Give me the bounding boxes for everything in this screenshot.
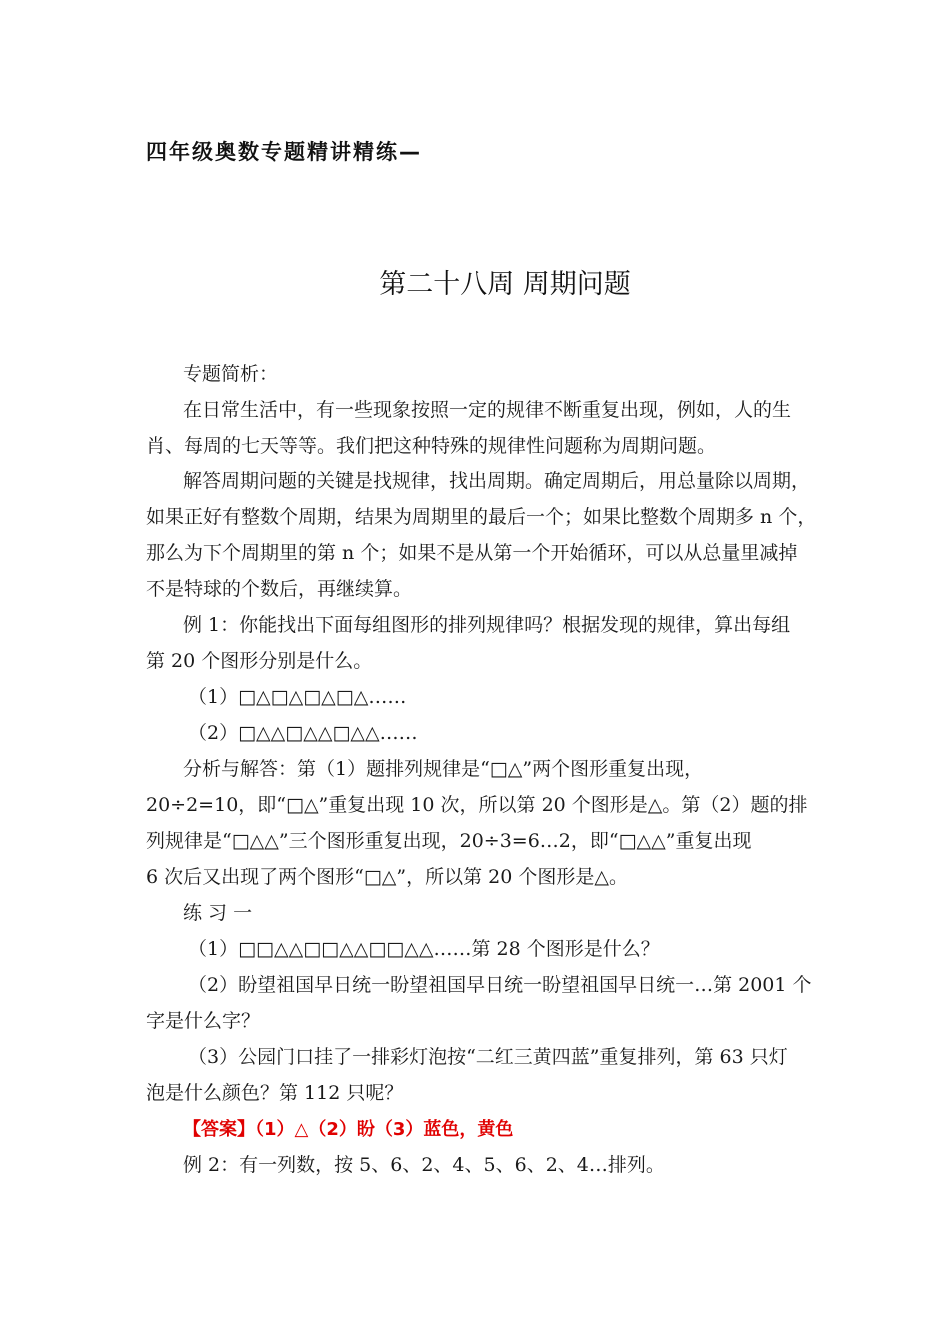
series-title: 四年级奥数专题精讲精练— xyxy=(146,140,422,164)
analysis-line: 分析与解答：第（1）题排列规律是“□△”两个图形重复出现， xyxy=(183,758,704,780)
practice-item: 泡是什么颜色？第 112 只呢？ xyxy=(146,1082,404,1104)
chapter-title: 第二十八周 周期问题 xyxy=(379,269,631,300)
paragraph-line: 不是特球的个数后，再继续算。 xyxy=(146,578,413,600)
paragraph-line: 肖、每周的七天等等。我们把这种特殊的规律性问题称为周期问题。 xyxy=(146,435,717,457)
practice-item: （3）公园门口挂了一排彩灯泡按“二红三黄四蓝”重复排列，第 63 只灯 xyxy=(188,1046,788,1068)
practice-item: （1）□□△△□□△△□□△△……第 28 个图形是什么？ xyxy=(188,938,660,960)
practice-item: （2）盼望祖国早日统一盼望祖国早日统一盼望祖国早日统一…第 2001 个 xyxy=(188,974,812,996)
paragraph-line: 那么为下个周期里的第 n 个；如果不是从第一个开始循环，可以从总量里减掉 xyxy=(146,542,798,564)
analysis-line: 20÷2=10，即“□△”重复出现 10 次，所以第 20 个图形是△。第（2）题的排 xyxy=(146,794,808,816)
analysis-line: 列规律是“□△△”三个图形重复出现，20÷3=6…2，即“□△△”重复出现 xyxy=(146,830,752,852)
paragraph-line: 如果正好有整数个周期，结果为周期里的最后一个；如果比整数个周期多 n 个， xyxy=(146,506,817,528)
example-line: 例 2：有一列数，按 5、6、2、4、5、6、2、4…排列。 xyxy=(183,1154,665,1176)
paragraph-line: 在日常生活中，有一些现象按照一定的规律不断重复出现，例如，人的生 xyxy=(183,399,792,421)
practice-item: 字是什么字？ xyxy=(146,1010,261,1032)
example-line: 例 1：你能找出下面每组图形的排列规律吗？根据发现的规律，算出每组 xyxy=(183,614,791,636)
example-item: （1）□△□△□△□△…… xyxy=(188,686,407,708)
example-line: 第 20 个图形分别是什么。 xyxy=(146,650,373,672)
section-heading: 专题简析： xyxy=(183,363,279,385)
analysis-line: 6 次后又出现了两个图形“□△”，所以第 20 个图形是△。 xyxy=(146,866,628,888)
practice-heading: 练 习 一 xyxy=(183,902,253,924)
example-item: （2）□△△□△△□△△…… xyxy=(188,722,418,744)
answer-line: 【答案】（1）△（2）盼（3）蓝色，黄色 xyxy=(183,1119,514,1140)
paragraph-line: 解答周期问题的关键是找规律，找出周期。确定周期后，用总量除以周期， xyxy=(183,470,811,492)
